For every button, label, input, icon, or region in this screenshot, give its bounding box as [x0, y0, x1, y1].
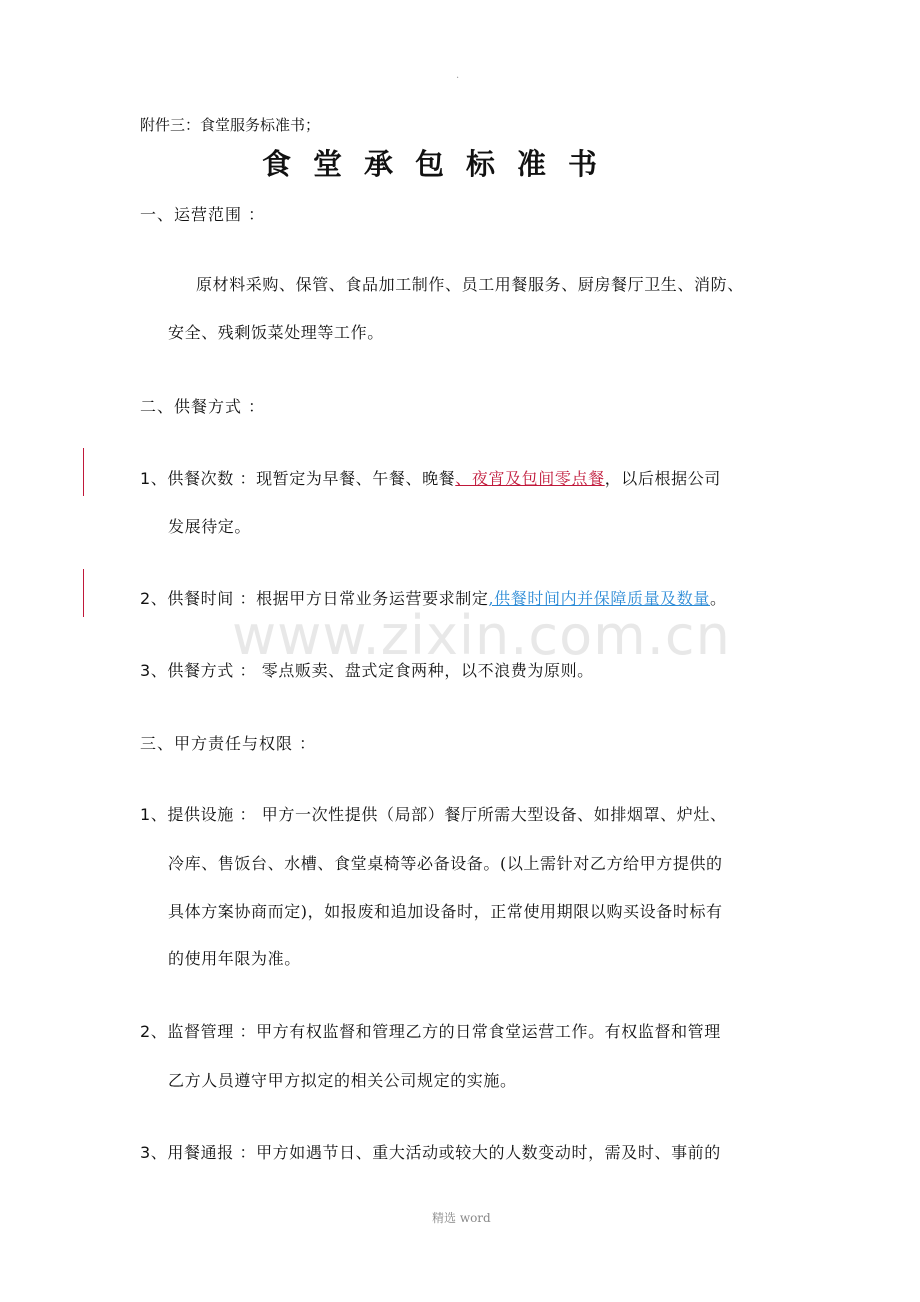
- item-text: 监督管理 ：甲方有权监督和管理乙方的日常食堂运营工作。有权监督和管理: [167, 1022, 721, 1041]
- item-text: ，以后根据公司: [604, 469, 721, 488]
- item-continuation: 的使用年限为准。: [168, 949, 301, 968]
- list-item: [140, 802, 727, 825]
- item-continuation: 具体方案协商而定)，如报废和追加设备时，正常使用期限以购买设备时标有: [168, 902, 723, 921]
- revision-change-bar: [83, 569, 84, 617]
- item-text: 。: [709, 589, 727, 608]
- item-text: 供餐方式 ： 零点贩卖、盘式定食两种，以不浪费为原则。: [167, 661, 594, 680]
- item-number: 1、: [140, 469, 168, 488]
- list-item: [140, 1140, 721, 1163]
- paragraph-line: 原材料采购、保管、食品加工制作、员工用餐服务、厨房餐厅卫生、消防、: [196, 275, 744, 294]
- inserted-revision-text: ,供餐时间内并保障质量及数量: [488, 589, 710, 608]
- list-item: [140, 1019, 721, 1042]
- item-text: 供餐次数 ：现暂定为早餐、午餐、晚餐: [167, 469, 456, 488]
- item-number: 3、: [140, 661, 168, 680]
- list-item: [140, 466, 721, 489]
- item-number: 1、: [140, 805, 168, 824]
- item-continuation: 发展待定。: [168, 517, 252, 536]
- section-heading-party-a: 三、甲方责任与权限 ：: [140, 734, 317, 753]
- document-title: 食堂承包标准书: [262, 147, 620, 181]
- item-continuation: 冷库、售饭台、水槽、食堂桌椅等必备设备。(以上需针对乙方给甲方提供的: [168, 854, 723, 873]
- item-text: 提供设施 ： 甲方一次性提供（局部）餐厅所需大型设备、如排烟罩、炉灶、: [167, 805, 727, 824]
- page-footer: 精选 word: [432, 1211, 491, 1225]
- item-continuation: 乙方人员遵守甲方拟定的相关公司规定的实施。: [168, 1071, 517, 1090]
- paragraph-line: 安全、残剩饭菜处理等工作。: [168, 323, 384, 342]
- section-heading-scope: 一、运营范围 ：: [140, 205, 266, 224]
- item-text: 供餐时间 ：根据甲方日常业务运营要求制定: [167, 589, 489, 608]
- section-heading-meal-service: 二、供餐方式 ：: [140, 397, 266, 416]
- item-number: 3、: [140, 1143, 168, 1162]
- attachment-line: 附件三：食堂服务标准书；: [140, 116, 321, 134]
- item-number: 2、: [140, 589, 168, 608]
- revision-change-bar: [83, 448, 84, 496]
- header-mark: .: [456, 70, 460, 81]
- inserted-revision-text: 、夜宵及包间零点餐: [455, 469, 605, 488]
- item-number: 2、: [140, 1022, 168, 1041]
- item-text: 用餐通报 ：甲方如遇节日、重大活动或较大的人数变动时，需及时、事前的: [167, 1143, 721, 1162]
- watermark: www.zixin.com.cn: [232, 604, 731, 667]
